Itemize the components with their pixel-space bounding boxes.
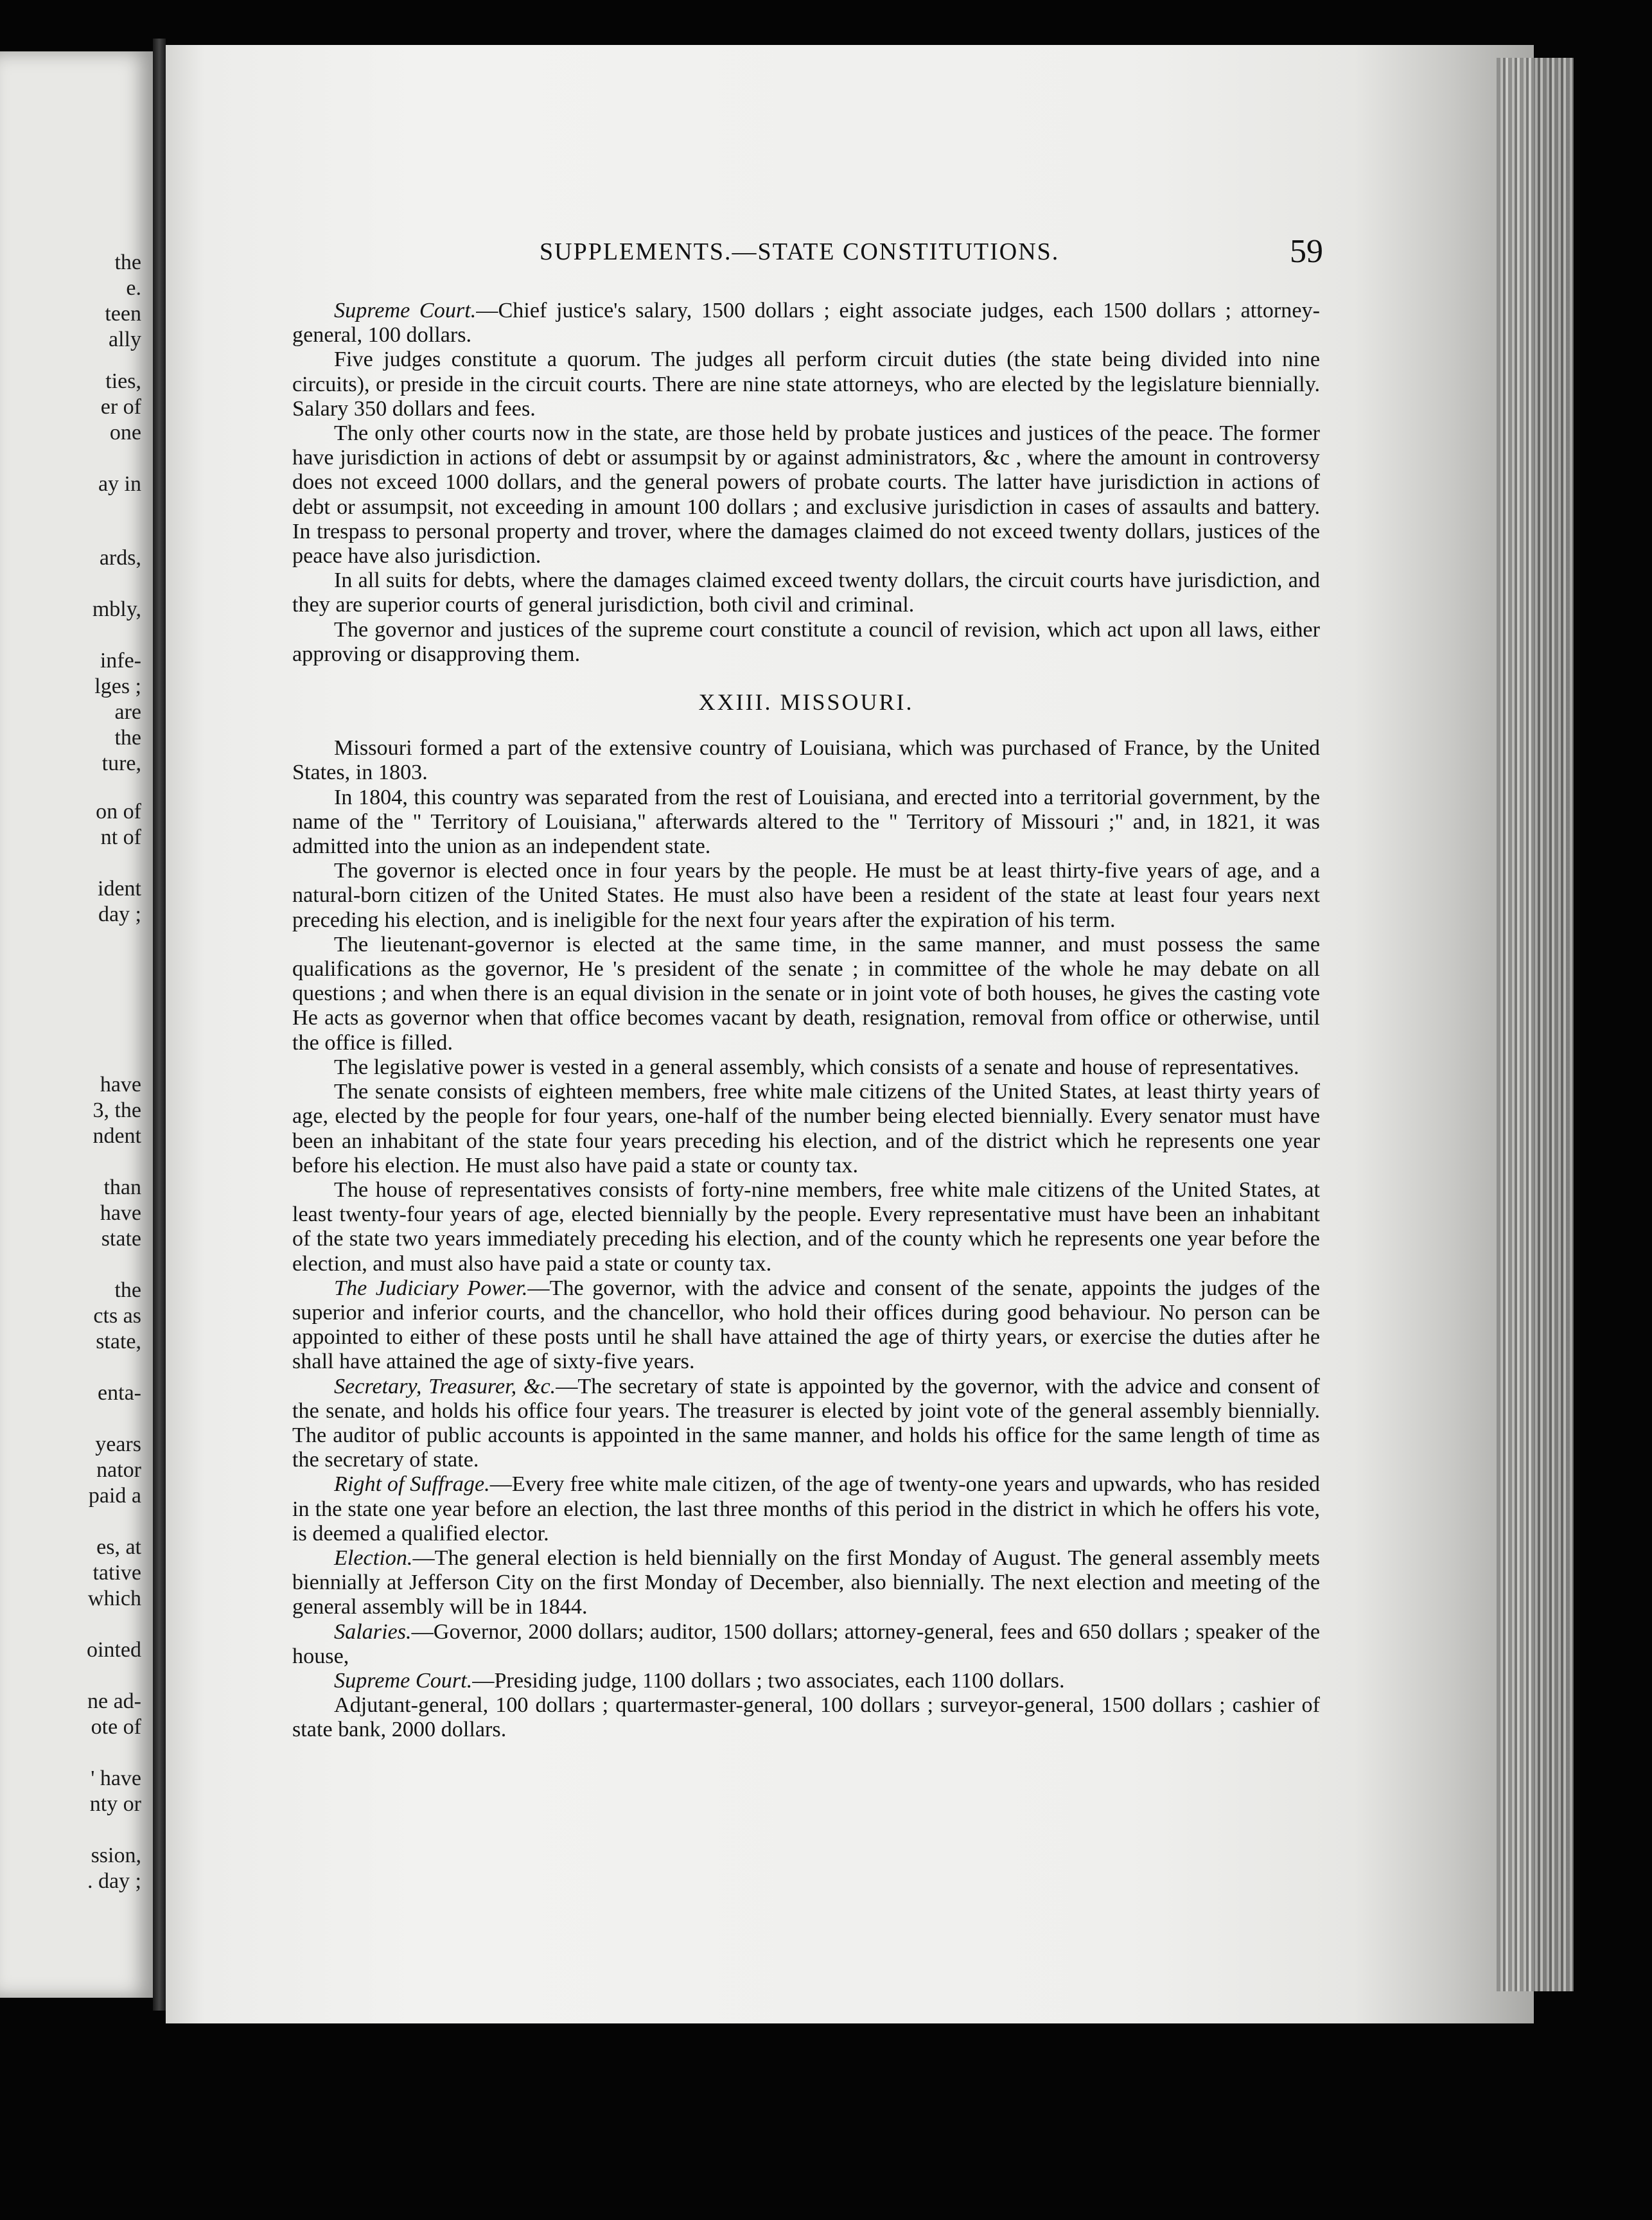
- page-number: 59: [1290, 233, 1323, 270]
- paragraph-text: In all suits for debts, where the damages claimed exceed twenty dollars, the circuit courts have jurisdiction, and they are superior courts of general jurisdiction, both civil and criminal.: [292, 568, 1320, 617]
- paragraph-text: —The secretary of state is appointed by the governor, with the advice and consent of the senate, and holds his office four years. The treasurer is elected by joint vote of the general assembly biennially. The auditor of public accounts is appointed in the same manner, and holds his office for the same length of time as the secretary of state.: [292, 1374, 1321, 1472]
- paragraph: [292, 1693, 1320, 1742]
- paragraph-text: —Every free white male citizen, of the age of twenty-one years and upwards, who has resided in the state one year before an election, the last three months of this period in the district in which he offers his vote, is deemed a qualified elector.: [292, 1472, 1320, 1546]
- left-page-line: ally: [109, 328, 141, 351]
- paragraph: [292, 933, 1320, 1055]
- paragraph: [292, 1276, 1320, 1375]
- paragraph: [292, 1178, 1320, 1276]
- left-page-line: cts as: [93, 1304, 141, 1328]
- left-page-line: the: [114, 726, 141, 750]
- paragraph-text: The lieutenant-governor is elected at the same time, in the same manner, and must possess the same qualifications as the governor, He 's president of the senate ; in committee of the whole he may debate on all questions ; and when there is an equal division in the senate or in joint vote of both houses, he gives the casting vote He acts as governor when that office becomes vacant by death, resignation, removal from office or otherwise, until the office is filled.: [292, 932, 1320, 1055]
- left-page-line: ident: [98, 877, 141, 901]
- paragraph: [292, 1669, 1320, 1693]
- left-page-line: 3, the: [92, 1098, 141, 1122]
- left-page-line: are: [114, 700, 141, 724]
- left-page-line: ne ad-: [87, 1689, 141, 1713]
- paragraph-text: The house of representatives consists of forty-nine members, free white male citizens of the United States, at least twenty-four years of age, elected biennially by the people. Every representative must have been an inhabitant of the state two years immediately preceding his election, and of the county which he represents one year before the election, and must also have paid a state or county tax.: [292, 1177, 1320, 1276]
- left-page-line: infe-: [100, 649, 141, 673]
- paragraph-text: Adjutant-general, 100 dollars ; quartermaster-general, 100 dollars ; surveyor-general, 1500 dollars ; cashier of state bank, 2000 dollars.: [292, 1693, 1320, 1742]
- left-page-line: ndent: [92, 1124, 141, 1148]
- left-page-line: years: [95, 1432, 141, 1456]
- paragraph-lead: Right of Suffrage.: [334, 1472, 490, 1497]
- paragraph-text: —Governor, 2000 dollars; auditor, 1500 dollars; attorney-general, fees and 650 dollars ; speaker of the house,: [292, 1619, 1320, 1668]
- paragraph: [292, 786, 1320, 859]
- paragraph-lead: The Judiciary Power.: [334, 1276, 528, 1300]
- left-page-line: one: [109, 421, 141, 445]
- left-page-line: er of: [100, 395, 141, 419]
- paragraph-lead: Secretary, Treasurer, &c.: [334, 1374, 556, 1398]
- paragraph-text: —Presiding judge, 1100 dollars ; two associates, each 1100 dollars.: [472, 1668, 1065, 1693]
- paragraph-text: The senate consists of eighteen members, free white male citizens of the United States, at least thirty years of age, elected by the people for four years, one-half of the number being elected biennially. Every senator must have been an inhabitant of the state four years preceding his election, and of the district which he represents one year before his election. He must also have paid a state or county tax.: [292, 1080, 1320, 1177]
- left-page-line: enta-: [98, 1381, 141, 1405]
- paragraph-lead: Supreme Court.: [334, 299, 477, 322]
- left-page-line: ointed: [87, 1638, 141, 1662]
- left-page-line: ay in: [98, 472, 141, 496]
- paragraph: [292, 421, 1320, 568]
- paragraph-text: The only other courts now in the state, are those held by probate justices and justices of the peace. The former have jurisdiction in actions of debt or assumpsit by or against administrators, &c , where the amount in controversy does not exceed 1000 dollars, and the general powers of probate courts. The latter have jurisdiction in actions of debt or assumpsit, not exceeding in amount 100 dollars ; and exclusive jurisdiction in cases of assaults and battery. In trespass to personal property and trover, where the damages claimed do not exceed twenty dollars, justices of the peace have also jurisdiction.: [292, 421, 1320, 568]
- book-gutter: [153, 39, 166, 2011]
- left-page-line: nty or: [89, 1792, 141, 1816]
- paragraph-text: Missouri formed a part of the extensive country of Louisiana, which was purchased of France, by the United States, in 1803.: [292, 736, 1320, 785]
- left-page-line: ssion,: [91, 1844, 141, 1867]
- page-edge-stack: [1497, 58, 1574, 1991]
- paragraph: [292, 736, 1320, 785]
- left-page-line: which: [87, 1587, 141, 1610]
- left-page-line: day ;: [98, 903, 141, 926]
- paragraph-text: Five judges constitute a quorum. The judges all perform circuit duties (the state being divided into nine circuits), or preside in the circuit courts. There are nine state attorneys, who are elected by the legislature biennially. Salary 350 dollars and fees.: [292, 348, 1320, 421]
- left-page-line: e.: [126, 276, 141, 300]
- paragraph-text: —The governor, with the advice and consent of the senate, appoints the judges of the superior and inferior courts, and the chancellor, who hold their offices during good behaviour. No person can be appointed to either of these posts until he shall have attained the age of thirty years, or exercise the duties after he shall have attained the age of sixty-five years.: [292, 1276, 1320, 1374]
- left-page-line: ote of: [91, 1715, 141, 1739]
- paragraph: [292, 348, 1320, 421]
- left-page-line: . day ;: [87, 1869, 141, 1893]
- paragraph-text: In 1804, this country was separated from the rest of Louisiana, and erected into a territorial government, by the name of the " Territory of Louisiana," afterwards altered to the " Territory of Missouri ;" and, in 1821, it was admitted into the union as an independent state.: [292, 785, 1320, 859]
- paragraph: [292, 1080, 1320, 1178]
- paragraph: [292, 568, 1320, 617]
- left-page-line: have: [100, 1201, 141, 1225]
- paragraph-text: —Chief justice's salary, 1500 dollars ; eight associate judges, each 1500 dollars ; attorney-general, 100 dollars.: [292, 299, 1320, 348]
- paragraph: [292, 299, 1320, 348]
- left-page-line: es, at: [96, 1535, 141, 1559]
- left-page-fragment: [0, 51, 153, 1998]
- body-text: [292, 299, 1320, 1743]
- section-missouri: [292, 736, 1320, 1742]
- left-page-line: mbly,: [92, 597, 141, 621]
- paragraph-lead: Supreme Court.: [334, 1668, 473, 1693]
- paragraph: [292, 859, 1320, 933]
- left-page-line: nt of: [100, 825, 141, 849]
- paragraph: [292, 1620, 1320, 1669]
- paragraph-text: —The general election is held biennially on the first Monday of August. The general assembly meets biennially at Jefferson City on the first Monday of December, also biennially. The next election and meeting of the general assembly will be in 1844.: [292, 1546, 1320, 1619]
- left-page-line: than: [103, 1176, 141, 1199]
- paragraph: [292, 1055, 1320, 1080]
- paragraph: [292, 1375, 1320, 1473]
- paragraph: [292, 1546, 1320, 1620]
- left-page-line: paid a: [88, 1484, 141, 1508]
- paragraph-lead: Election.: [334, 1546, 413, 1570]
- section-heading: XXIII. MISSOURI.: [698, 689, 914, 716]
- paragraph-text: The governor and justices of the supreme court constitute a council of revision, which act upon all laws, either approving or disapproving them.: [292, 617, 1320, 666]
- left-page-line: ards,: [99, 546, 141, 570]
- paragraph-text: The governor is elected once in four years by the people. He must be at least thirty-five years of age, and a natural-born citizen of the United States. He must also have been a resident of the state at least four years next preceding his election, and is ineligible for the next four years after the expiration of his term.: [292, 859, 1320, 932]
- left-page-line: the: [114, 251, 141, 274]
- left-page-line: ties,: [105, 369, 141, 393]
- paragraph: [292, 618, 1320, 667]
- running-title: SUPPLEMENTS.—STATE CONSTITUTIONS.: [540, 238, 1060, 265]
- left-page-line: lges ;: [94, 674, 141, 698]
- left-page-line: have: [100, 1073, 141, 1097]
- section-illinois-end: [292, 299, 1320, 667]
- left-page-line: on of: [96, 800, 141, 824]
- left-page-line: state,: [96, 1330, 141, 1353]
- left-page-line: nator: [96, 1458, 141, 1482]
- left-page-line: state: [101, 1227, 141, 1251]
- left-page-line: ' have: [91, 1766, 141, 1790]
- left-page-line: teen: [105, 302, 141, 326]
- paragraph-lead: Salaries.: [334, 1619, 412, 1644]
- left-page-line: the: [114, 1278, 141, 1302]
- left-page-line: tative: [92, 1561, 141, 1585]
- paragraph-text: The legislative power is vested in a general assembly, which consists of a senate and house of representatives.: [334, 1055, 1299, 1079]
- running-head: [289, 233, 1323, 271]
- left-page-line: ture,: [101, 752, 141, 775]
- paragraph: [292, 1472, 1320, 1546]
